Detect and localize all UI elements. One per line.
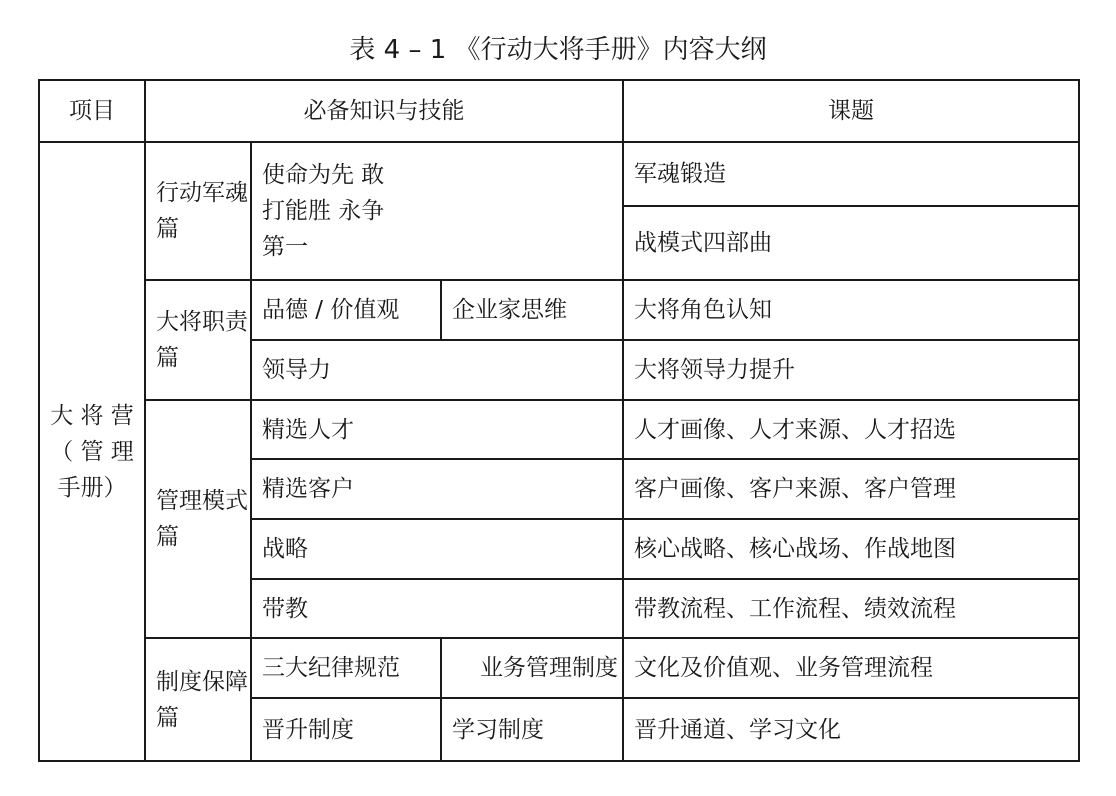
knowledge-cell: 带教: [251, 579, 623, 638]
table-row: [39, 280, 1079, 340]
knowledge-cell: 战略: [251, 519, 623, 579]
topic-cell: 带教流程、工作流程、绩效流程: [623, 579, 1079, 638]
table-row: [39, 142, 1079, 206]
section-name-system: 制度保障篇: [145, 638, 251, 761]
project-line-2: （ 管 理: [50, 438, 134, 465]
knowledge-soul: 使命为先 敢打能胜 永争第一: [251, 142, 623, 280]
knowledge-cell: 企业家思维: [441, 280, 623, 340]
knowledge-cell: 精选客户: [251, 459, 623, 519]
knowledge-cell: 晋升制度: [251, 698, 441, 761]
header-topic: 课题: [623, 80, 1079, 142]
section-name-mode: 管理模式篇: [145, 400, 251, 638]
topic-cell: 晋升通道、学习文化: [623, 698, 1079, 761]
section-name-duty: 大将职责篇: [145, 280, 251, 400]
topic-cell: 核心战略、核心战场、作战地图: [623, 519, 1079, 579]
knowledge-cell: 精选人才: [251, 400, 623, 459]
topic-cell: 军魂锻造: [623, 142, 1079, 206]
header-knowledge: 必备知识与技能: [145, 80, 623, 142]
header-row: [39, 80, 1079, 142]
project-line-1: 大 将 营: [50, 402, 134, 429]
table-row: [39, 400, 1079, 459]
project-line-3: 手册）: [57, 474, 127, 501]
topic-cell: 大将领导力提升: [623, 340, 1079, 400]
project-cell: [39, 142, 145, 761]
section-name-soul: 行动军魂篇: [145, 142, 251, 280]
knowledge-cell: 品德 / 价值观: [251, 280, 441, 340]
knowledge-cell: 业务管理制度: [441, 638, 623, 698]
table-caption: 表 4 – 1 《行动大将手册》内容大纲: [349, 35, 767, 65]
topic-cell: 文化及价值观、业务管理流程: [623, 638, 1079, 698]
knowledge-cell: 三大纪律规范: [251, 638, 441, 698]
topic-cell: 人才画像、人才来源、人才招选: [623, 400, 1079, 459]
knowledge-cell: 学习制度: [441, 698, 623, 761]
topic-cell: 大将角色认知: [623, 280, 1079, 340]
knowledge-cell: 领导力: [251, 340, 623, 400]
table-row: [39, 638, 1079, 698]
outline-table: [38, 79, 1080, 762]
topic-cell: 战模式四部曲: [623, 206, 1079, 280]
header-project: 项目: [39, 80, 145, 142]
topic-cell: 客户画像、客户来源、客户管理: [623, 459, 1079, 519]
